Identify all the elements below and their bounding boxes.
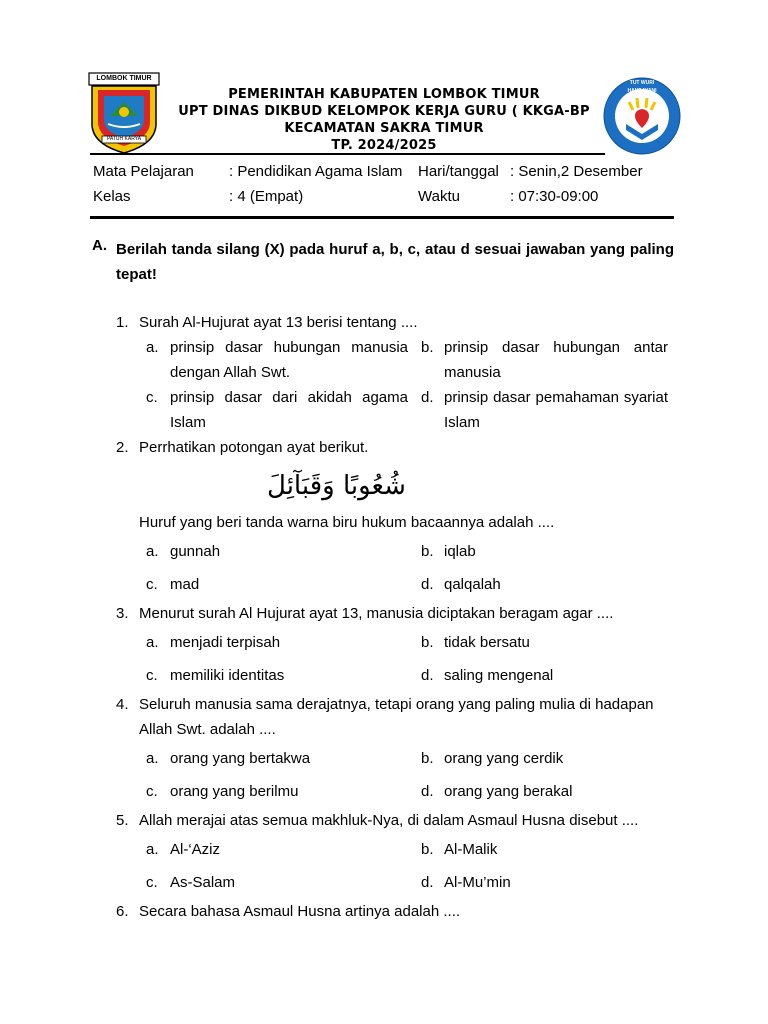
option-text: mad — [170, 576, 200, 593]
question-text: Seluruh manusia sama derajatnya, tetapi orang yang paling mulia di hadapan Allah Swt. adalah .... — [139, 696, 654, 738]
option-text: Al-Malik — [444, 841, 498, 858]
class-value: : 4 (Empat) — [229, 188, 304, 205]
option-letter: b. — [421, 841, 434, 858]
option-letter: d. — [421, 874, 434, 891]
option-text: saling mengenal — [444, 667, 554, 684]
option-letter: d. — [421, 576, 434, 593]
day-value: : Senin,2 Desember — [510, 163, 643, 180]
option-text: prinsip dasar hubungan manusia dengan Allah Swt. — [170, 339, 408, 381]
option-text: tidak bersatu — [444, 634, 530, 651]
letterhead-line-1: PEMERINTAH KABUPATEN LOMBOK TIMUR — [228, 87, 540, 102]
logo-left-bottom-text: PATUH KARYA — [106, 136, 142, 142]
option-text: Al-Mu’min — [444, 874, 511, 891]
option-text: Al-‘Aziz — [170, 841, 221, 858]
option-text: orang yang berilmu — [170, 783, 299, 800]
option-letter: a. — [146, 543, 159, 560]
option-text: orang yang cerdik — [444, 750, 564, 767]
option-letter: b. — [421, 543, 434, 560]
option-text: prinsip dasar hubungan antar manusia — [444, 339, 668, 381]
letterhead-line-2: UPT DINAS DIKBUD KELOMPOK KERJA GURU ( KKGA-BP — [178, 104, 590, 119]
option-letter: a. — [146, 841, 159, 858]
logo-left-top-text: LOMBOK TIMUR — [96, 75, 152, 82]
option-text: As-Salam — [170, 874, 236, 891]
question-number: 2. — [116, 439, 129, 456]
identity-rule — [90, 216, 674, 219]
question-text: Allah merajai atas semua makhluk-Nya, di dalam Asmaul Husna disebut .... — [139, 812, 639, 829]
option-text: orang yang berakal — [444, 783, 573, 800]
option-letter: d. — [421, 667, 434, 684]
question-number: 4. — [116, 696, 129, 713]
section-instruction: Berilah tanda silang (X) pada huruf a, b, c, atau d sesuai jawaban yang paling tepat! — [116, 241, 674, 283]
option-letter: b. — [421, 634, 434, 651]
time-value: : 07:30-09:00 — [510, 188, 599, 205]
tut-wuri-handayani-logo — [602, 76, 682, 156]
option-text: gunnah — [170, 543, 221, 560]
option-text: qalqalah — [444, 576, 501, 593]
logo-right-text: TUT WURI HANDAYANI — [627, 80, 657, 94]
option-letter: d. — [421, 389, 434, 406]
question-text: Surah Al-Hujurat ayat 13 berisi tentang .... — [139, 314, 418, 331]
subject-value: : Pendidikan Agama Islam — [229, 163, 403, 180]
option-text: menjadi terpisah — [170, 634, 281, 651]
time-label: Waktu — [418, 188, 460, 205]
option-letter: b. — [421, 750, 434, 767]
option-text: iqlab — [444, 543, 476, 560]
option-letter: c. — [146, 783, 158, 800]
arabic-verse — [139, 462, 406, 506]
subject-label: Mata Pelajaran — [93, 163, 194, 180]
day-label: Hari/tanggal — [418, 163, 499, 180]
option-letter: c. — [146, 389, 158, 406]
question-number: 1. — [116, 314, 129, 331]
arabic-verse-text: شُعُوبًا وَقَبَآئِلَ — [267, 471, 406, 501]
option-text: orang yang bertakwa — [170, 750, 311, 767]
letterhead-line-3: KECAMATAN SAKRA TIMUR — [284, 121, 484, 136]
option-letter: d. — [421, 783, 434, 800]
option-letter: a. — [146, 634, 159, 651]
question-number: 6. — [116, 903, 129, 920]
option-letter: c. — [146, 874, 158, 891]
section-letter: A. — [92, 237, 107, 254]
question-followup: Huruf yang beri tanda warna biru hukum bacaannya adalah .... — [139, 514, 555, 531]
option-letter: a. — [146, 339, 159, 356]
option-letter: b. — [421, 339, 434, 356]
question-number: 3. — [116, 605, 129, 622]
option-text: memiliki identitas — [170, 667, 285, 684]
question-text: Menurut surah Al Hujurat ayat 13, manusia diciptakan beragam agar .... — [139, 605, 614, 622]
class-label: Kelas — [93, 188, 131, 205]
option-letter: c. — [146, 576, 158, 593]
option-letter: c. — [146, 667, 158, 684]
header-rule — [90, 153, 605, 155]
question-number: 5. — [116, 812, 129, 829]
option-letter: a. — [146, 750, 159, 767]
option-text: prinsip dasar pemahaman syariat Islam — [444, 389, 668, 431]
question-text: Perrhatikan potongan ayat berikut. — [139, 439, 369, 456]
option-text: prinsip dasar dari akidah agama Islam — [170, 389, 408, 431]
letterhead-line-4: TP. 2024/2025 — [331, 138, 437, 153]
question-text: Secara bahasa Asmaul Husna artinya adalah .... — [139, 903, 461, 920]
